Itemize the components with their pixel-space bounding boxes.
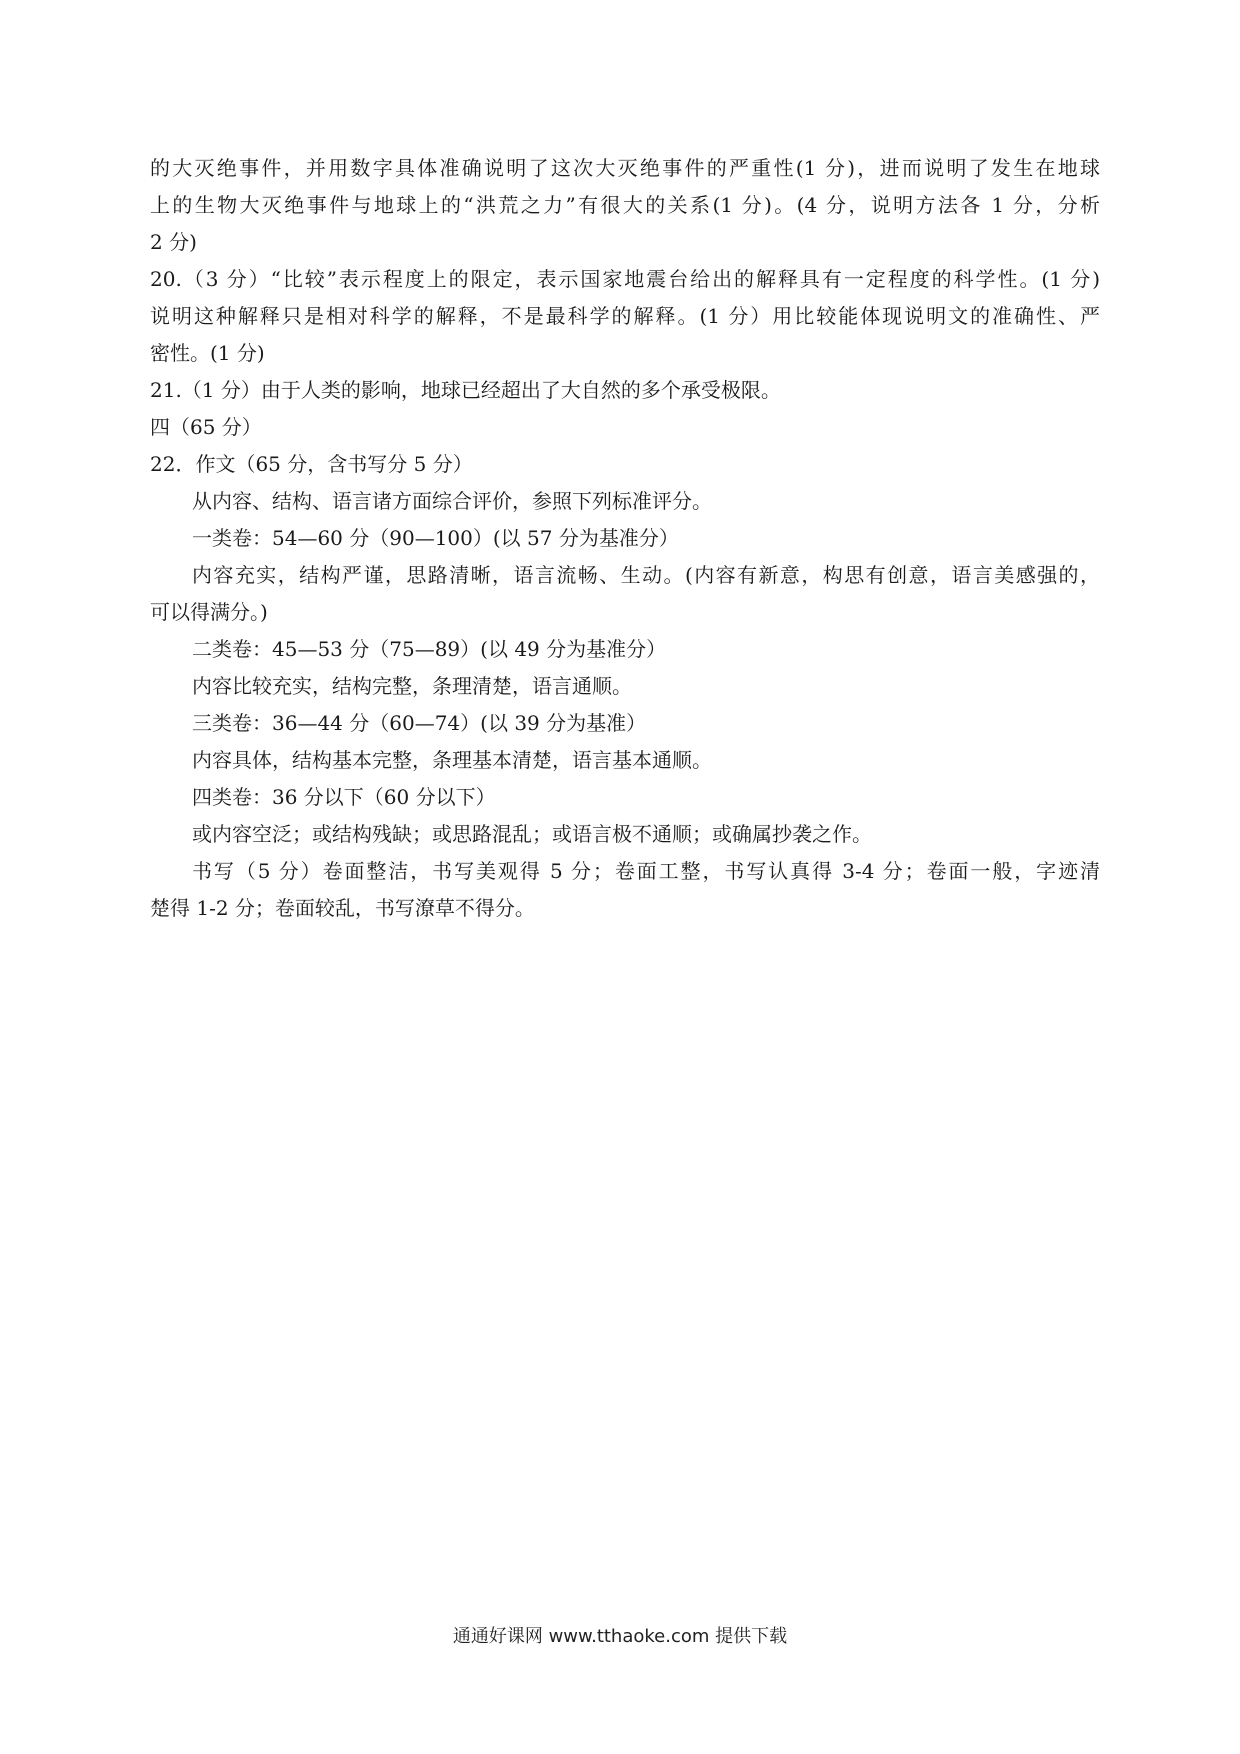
writing-criteria-line-2: 楚得 1-2 分；卷面较乱，书写潦草不得分。 [150, 896, 535, 920]
q19-line-2: 上的生物大灭绝事件与地球上的“洪荒之力”有很大的关系(1 分)。(4 分，说明方法各 1 分，分析 [150, 193, 1100, 217]
grade4-title: 四类卷：36 分以下（60 分以下） [192, 785, 496, 809]
grade4-desc: 或内容空泛；或结构残缺；或思路混乱；或语言极不通顺；或确属抄袭之作。 [192, 822, 872, 846]
q22-heading: 22．作文（65 分，含书写分 5 分） [150, 452, 473, 476]
download-footer: 通通好课网 www.tthaoke.com 提供下载 [452, 1626, 788, 1647]
grade2-title: 二类卷：45—53 分（75—89）(以 49 分为基准分） [192, 637, 667, 661]
grade3-title: 三类卷：36—44 分（60—74）(以 39 分为基准） [192, 711, 647, 735]
answer-key-body [150, 150, 1100, 927]
q20-line-3: 密性。(1 分) [150, 341, 265, 365]
grade1-title: 一类卷：54—60 分（90—100）(以 57 分为基准分） [192, 526, 679, 550]
scoring-intro: 从内容、结构、语言诸方面综合评价，参照下列标准评分。 [192, 489, 712, 513]
q19-line-1: 的大灭绝事件，并用数字具体准确说明了这次大灭绝事件的严重性(1 分)，进而说明了发生在地球 [150, 156, 1100, 180]
grade1-desc-line-2: 可以得满分。) [150, 600, 268, 624]
section-four-heading: 四（65 分） [150, 415, 262, 439]
q20-line-1: 20.（3 分）“比较”表示程度上的限定，表示国家地震台给出的解释具有一定程度的科学性。(1 分) [150, 267, 1100, 291]
grade2-desc: 内容比较充实，结构完整，条理清楚，语言通顺。 [192, 674, 632, 698]
q19-line-3: 2 分) [150, 230, 197, 254]
q20-line-2: 说明这种解释只是相对科学的解释，不是最科学的解释。(1 分）用比较能体现说明文的准确性、严 [150, 304, 1100, 328]
grade1-desc-line-1: 内容充实，结构严谨，思路清晰，语言流畅、生动。(内容有新意，构思有创意，语言美感强的， [192, 563, 1100, 587]
grade3-desc: 内容具体，结构基本完整，条理基本清楚，语言基本通顺。 [192, 748, 712, 772]
writing-criteria-line-1: 书写（5 分）卷面整洁，书写美观得 5 分；卷面工整，书写认真得 3-4 分；卷面一般，字迹清 [192, 859, 1100, 883]
q21-answer: 21.（1 分）由于人类的影响，地球已经超出了大自然的多个承受极限。 [150, 378, 781, 402]
